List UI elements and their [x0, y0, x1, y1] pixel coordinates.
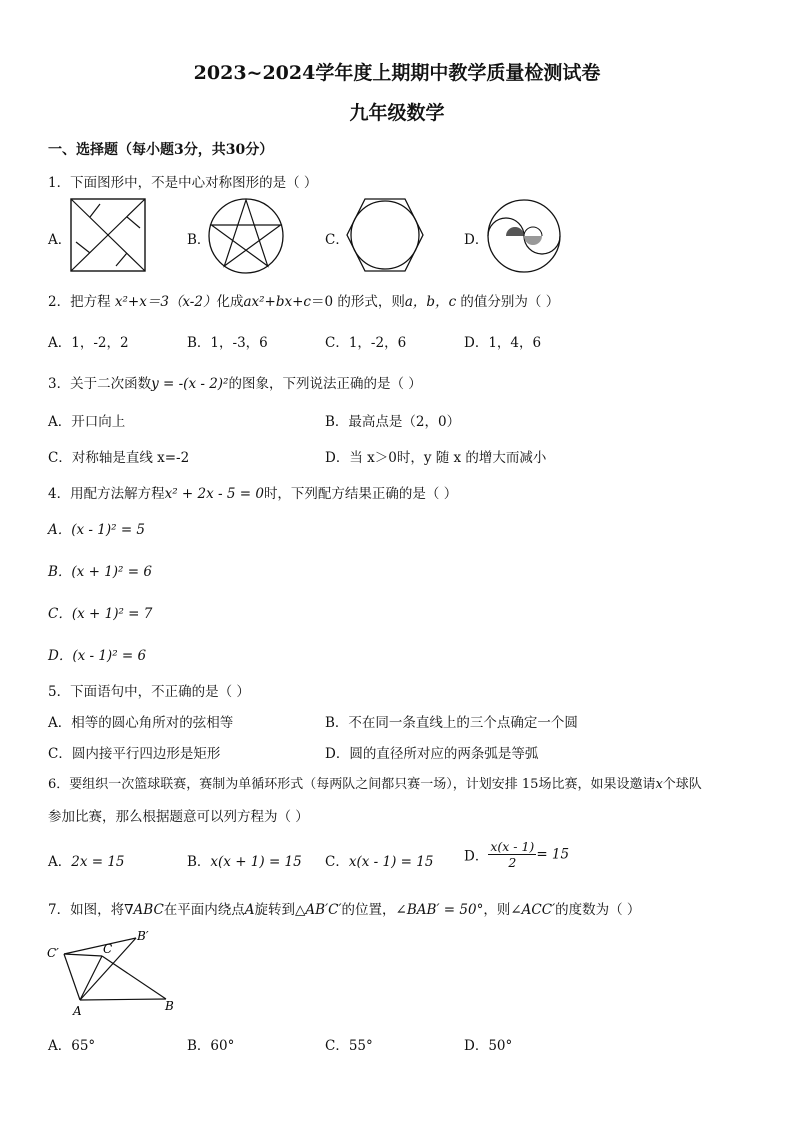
q6-option-d-expr: = 15: [536, 846, 570, 863]
q3-stem-part: 3．关于二次函数: [48, 376, 152, 392]
q3-option-b: B．最高点是（2，0）: [325, 414, 461, 430]
q7-stem-part: 的度数为（ ）: [555, 902, 641, 918]
q1-option-a-label: A．: [48, 232, 72, 248]
q7-triangle: ∇ABC: [124, 902, 164, 918]
q2-stem-part: 2．把方程: [48, 294, 115, 310]
q6-option-b-label: B．: [187, 854, 211, 870]
q3-function: y = -(x - 2)²: [151, 376, 229, 392]
question-7-stem: [48, 898, 640, 918]
q1-option-d-label: D．: [464, 232, 489, 248]
q5-option-b: B．不在同一条直线上的三个点确定一个圆: [325, 715, 578, 731]
label-c: C: [103, 942, 113, 956]
q2-option-d: D．1，4，6: [464, 335, 542, 351]
fraction-numerator: x(x - 1): [490, 839, 535, 854]
q7-stem-part: 的位置，: [341, 902, 396, 918]
q2-coefficients: a，b，c: [404, 294, 457, 310]
q7-option-a: A．65°: [48, 1038, 96, 1054]
label-b-prime: B′: [137, 929, 149, 943]
q7-point: A: [244, 902, 255, 918]
q3-option-c: C．对称轴是直线 x=-2: [48, 450, 190, 466]
q7-stem-part: 7．如图，将: [48, 902, 125, 918]
q2-stem-part: 的值分别为（ ）: [456, 294, 560, 310]
question-1-stem: 1．下面图形中，不是中心对称图形的是（ ）: [48, 175, 318, 191]
q5-option-c: C．圆内接平行四边形是矩形: [48, 746, 221, 762]
q7-option-d: D．50°: [464, 1038, 513, 1054]
q4-option-b: B．(x + 1)² = 6: [48, 564, 152, 580]
q7-stem-part: ，则: [483, 902, 511, 918]
section-heading: 一、选择题（每小题3分，共30分）: [48, 142, 274, 158]
q6-option-d-label: D．: [464, 848, 489, 865]
q7-stem-part: 旋转到: [254, 902, 296, 918]
q5-option-d: D．圆的直径所对应的两条弧是等弧: [325, 746, 539, 762]
q2-stem-part: ＝0 的形式，则: [310, 294, 405, 310]
pentagram-in-circle-icon: [207, 197, 285, 275]
q6-option-a-expr: 2x = 15: [71, 854, 125, 870]
q2-option-c: C．1，-2，6: [325, 335, 407, 351]
q7-rotated-triangle: △AB′C′: [295, 902, 342, 918]
q6-option-a-label: A．: [48, 854, 72, 870]
q6-option-a: [48, 850, 125, 870]
q6-stem-part: 个球队: [662, 777, 702, 792]
rotation-triangle-figure: [44, 926, 184, 1018]
fraction-denominator: 2: [508, 855, 517, 870]
q2-option-b: B．1，-3，6: [187, 335, 268, 351]
q3-option-d: D．当 x＞0时，y 随 x 的增大而减小: [325, 450, 547, 466]
q7-stem-part: 在平面内绕点: [163, 902, 245, 918]
page-subtitle: 九年级数学: [349, 102, 445, 124]
q1-option-b-label: B．: [187, 232, 211, 248]
q1-option-c-label: C．: [325, 232, 349, 248]
q6-option-c-label: C．: [325, 854, 349, 870]
q6-option-c-expr: x(x - 1) = 15: [348, 854, 434, 870]
label-a: A: [73, 1004, 82, 1018]
yin-yang-like-circle-icon: [486, 198, 562, 274]
q6-option-c: [325, 850, 433, 870]
label-c-prime: C′: [47, 946, 59, 960]
q2-general-form: ax²+bx+c: [243, 294, 311, 310]
q6-variable: x: [655, 777, 663, 792]
q7-option-b: B．60°: [187, 1038, 235, 1054]
q3-stem-part: 的图象，下列说法正确的是（ ）: [228, 376, 422, 392]
q6-option-b-expr: x(x + 1) = 15: [210, 854, 302, 870]
q4-stem-part: 时，下列配方结果正确的是（ ）: [263, 486, 458, 502]
q5-option-a: A．相等的圆心角所对的弦相等: [48, 715, 234, 731]
q4-option-c: C．(x + 1)² = 7: [48, 606, 153, 622]
question-6-stem-line1: [48, 773, 702, 792]
q6-option-d: [464, 839, 569, 870]
q7-option-c: C．55°: [325, 1038, 373, 1054]
q4-option-a: A．(x - 1)² = 5: [48, 522, 146, 538]
q7-angle-asked: ∠ACC′: [510, 902, 556, 918]
circle-in-hexagon-icon: [345, 197, 425, 273]
q4-stem-part: 4．用配方法解方程: [48, 486, 165, 502]
q4-option-d: D．(x - 1)² = 6: [48, 648, 147, 664]
pinwheel-square-icon: [70, 198, 146, 272]
q2-equation: x²+x＝3（x-2）: [114, 294, 217, 310]
question-4-stem: [48, 482, 457, 502]
q7-angle-given: ∠BAB′ = 50°: [395, 902, 484, 918]
q2-stem-part: 化成: [216, 294, 244, 310]
q6-stem-part: 6．要组织一次篮球联赛，赛制为单循环形式（每两队之间都只赛一场），计划安排 15场比赛，如果设邀请: [48, 777, 656, 792]
q3-option-a: A．开口向上: [48, 414, 126, 430]
label-b: B: [165, 999, 174, 1013]
question-6-stem-line2: 参加比赛，那么根据题意可以列方程为（ ）: [48, 809, 309, 825]
q2-option-a: A．1，-2，2: [48, 335, 129, 351]
q6-option-b: [187, 850, 302, 870]
q4-equation: x² + 2x - 5 = 0: [164, 486, 264, 502]
q6-option-d-fraction: [488, 839, 536, 870]
page-title: 2023~2024学年度上期期中教学质量检测试卷: [193, 62, 601, 84]
question-3-stem: [48, 372, 422, 392]
question-5-stem: 5．下面语句中，不正确的是（ ）: [48, 684, 250, 700]
question-2-stem: [48, 290, 559, 310]
